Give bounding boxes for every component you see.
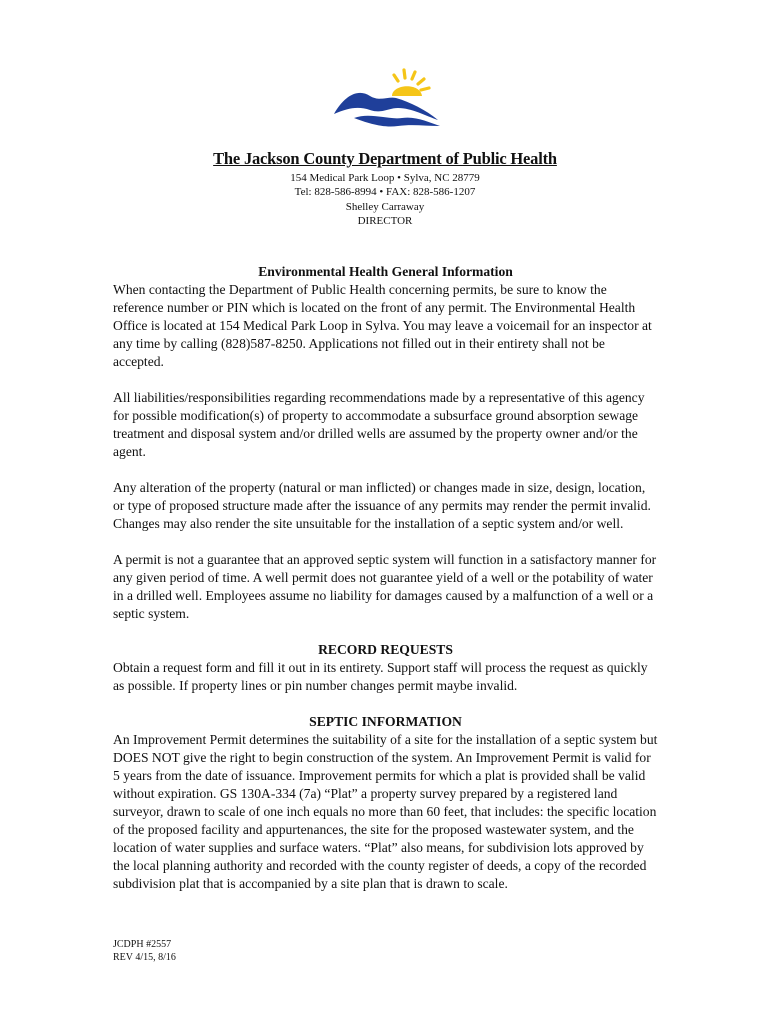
- footer: [113, 938, 176, 964]
- address-line: 154 Medical Park Loop • Sylva, NC 28779: [290, 172, 480, 184]
- paragraph-liabilities: All liabilities/responsibilities regarding recommendations made by a representative of this agency for possible modification(s) of property to accommodate a subsurface ground absorption sewage treatment and disposal system and/or drilled wells are assumed by the property owner and/or the agent.: [113, 390, 645, 459]
- paragraph-record-requests: Obtain a request form and fill it out in its entirety. Support staff will process the request as quickly as possible. If property lines or pin number changes permit maybe invalid.: [113, 660, 648, 693]
- mountain-base-icon: [354, 116, 440, 127]
- section-heading-septic: SEPTIC INFORMATION: [309, 714, 462, 729]
- form-id: JCDPH #2557: [113, 939, 172, 950]
- director-title: DIRECTOR: [357, 215, 413, 227]
- phone-fax-line: Tel: 828-586-8994 • FAX: 828-586-1207: [294, 186, 476, 198]
- paragraph-permit-guarantee: A permit is not a guarantee that an approved septic system will function in a satisfactory manner for any given period of time. A well permit does not guarantee yield of a well or the potability of water in a drilled well. Employees assume no liability for damages caused by a malfunction of a well or a septic system.: [113, 552, 657, 621]
- revision-date: REV 4/15, 8/16: [113, 952, 176, 963]
- paragraph-property-alteration: Any alteration of the property (natural or man inflicted) or changes made in size, design, location, or type of proposed structure made after the issuance of any permits may render the permit invalid. Changes may also render the site unsuitable for the installation of a septic system and/or well.: [113, 480, 651, 531]
- paragraph-contact-info: When contacting the Department of Public Health concerning permits, be sure to know the reference number or PIN which is located on the front of any permit. The Environmental Health Office is located at 154 Medical Park Loop in Sylva. You may leave a voicemail for an inspector at any time by calling (828)587-8250. Applications not filled out in their entirety shall not be accepted.: [113, 282, 652, 369]
- paragraph-septic-info: An Improvement Permit determines the suitability of a site for the installation of a septic system but DOES NOT give the right to begin construction of the system. An Improvement Permit is valid for 5 years from the date of issuance. Improvement permits for which a plat is provided shall be valid without expiration. GS 130A-334 (7a) “Plat” a property survey prepared by a registered land surveyor, drawn to scale of one inch equals no more than 60 feet, that includes: the specific location of the proposed facility and appurtenances, the site for the proposed wastewater system, and the location of water supplies and surface waters. “Plat” also means, for subdivision lots approved by the local planning authority and recorded with the county register of deeds, a copy of the recorded subdivision plat that is accompanied by a site plan that is drawn to scale.: [113, 732, 658, 891]
- director-name: Shelley Carraway: [345, 201, 425, 213]
- org-title: The Jackson County Department of Public Health: [213, 149, 557, 168]
- section-heading-records: RECORD REQUESTS: [318, 642, 453, 657]
- mountain-icon: [334, 93, 438, 120]
- document-body: [113, 263, 658, 893]
- sun-icon: [392, 86, 422, 96]
- section-heading-general: Environmental Health General Information: [258, 264, 513, 279]
- sun-over-mountains-logo: [330, 66, 442, 134]
